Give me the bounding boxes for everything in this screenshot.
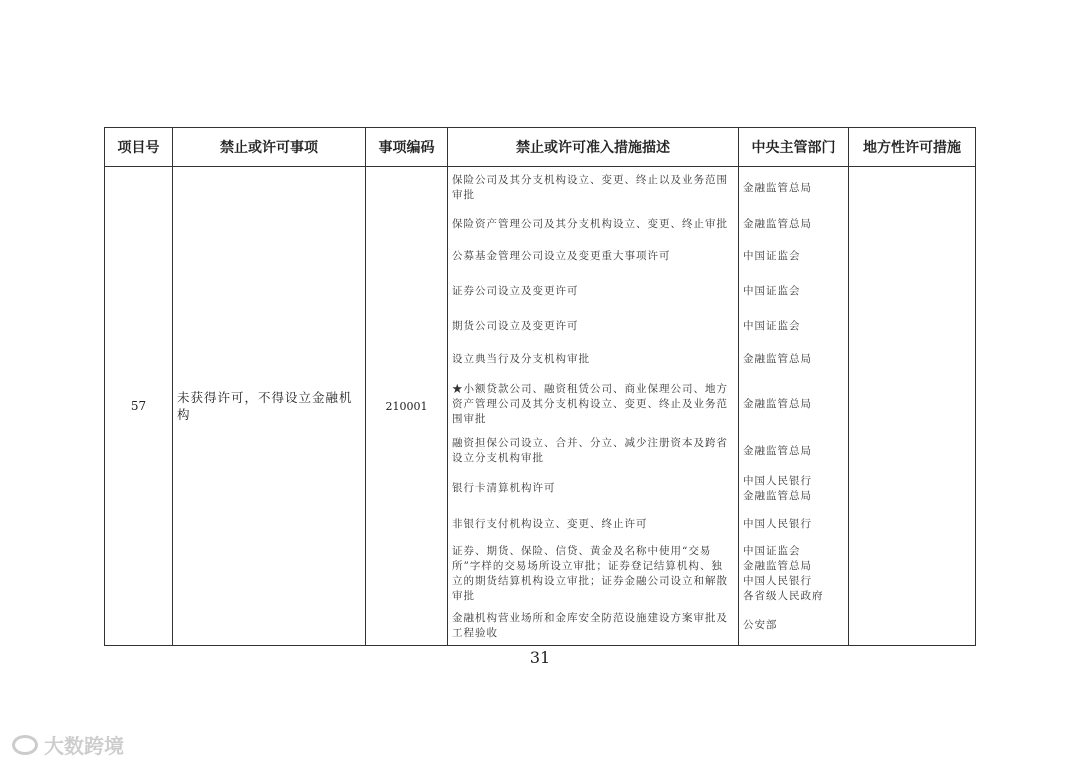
central-department: 金融监管总局 xyxy=(743,217,812,230)
measure-description: 公募基金管理公司设立及变更重大事项许可 xyxy=(452,250,671,262)
local-measures-cell xyxy=(849,167,976,646)
permit-table xyxy=(104,127,976,646)
measure-description: 期货公司设立及变更许可 xyxy=(452,319,579,332)
item-code: 210001 xyxy=(366,167,448,646)
central-department: 金融监管总局 xyxy=(743,181,812,194)
header-cell: 项目号 xyxy=(105,128,173,167)
central-department: 金融监管总局 xyxy=(743,398,812,410)
central-department: 金融监管总局 xyxy=(743,444,812,457)
header-cell: 禁止或许可准入措施描述 xyxy=(448,128,739,167)
watermark xyxy=(12,730,124,759)
central-department: 中国人民银行 金融监管总局 xyxy=(743,474,812,502)
measure-description: 保险公司及其分支机构设立、变更、终止以及业务范围审批 xyxy=(452,174,728,201)
measure-description: 银行卡清算机构许可 xyxy=(452,482,556,494)
matter-cell xyxy=(173,167,366,646)
item-number: 57 xyxy=(105,167,173,646)
header-cell: 事项编码 xyxy=(366,128,448,167)
measure-description: 设立典当行及分支机构审批 xyxy=(452,353,590,365)
measure-description: 非银行支付机构设立、变更、终止许可 xyxy=(452,518,648,530)
measure-description: 证券、期货、保险、信贷、黄金及名称中使用“交易所”字样的交易场所设立审批；证券登记结算机构、独立的期货结算机构设立审批；证券金融公司设立和解散审批 xyxy=(452,544,728,602)
table-row xyxy=(105,167,976,646)
header-cell: 禁止或许可事项 xyxy=(173,128,366,167)
table-header xyxy=(105,128,976,167)
central-department: 中国证监会 xyxy=(743,285,801,297)
header-cell: 中央主管部门 xyxy=(739,128,849,167)
page-number: 31 xyxy=(529,648,551,667)
central-department: 金融监管总局 xyxy=(743,353,812,365)
matter-text: 未获得许可，不得设立金融机构 xyxy=(177,390,353,422)
watermark-text: 大数跨境 xyxy=(44,734,124,758)
header-cell: 地方性许可措施 xyxy=(849,128,976,167)
central-department: 中国证监会 金融监管总局 中国人民银行 各省级人民政府 xyxy=(743,544,824,602)
measure-description: 融资担保公司设立、合并、分立、减少注册资本及跨省设立分支机构审批 xyxy=(452,437,728,464)
central-department: 中国证监会 xyxy=(743,250,801,262)
watermark-logo-icon xyxy=(12,735,38,755)
measure-description: ★小额贷款公司、融资租赁公司、商业保理公司、地方资产管理公司及其分支机构设立、变更、终止及业务范围审批 xyxy=(452,383,728,425)
central-department: 中国证监会 xyxy=(743,319,801,332)
measures-column xyxy=(448,167,739,646)
central-department: 公安部 xyxy=(743,619,778,631)
measure-description: 金融机构营业场所和金库安全防范设施建设方案审批及工程验收 xyxy=(452,611,728,639)
central-department: 中国人民银行 xyxy=(743,518,812,530)
measure-description: 证券公司设立及变更许可 xyxy=(452,285,579,297)
departments-column xyxy=(739,167,849,646)
measure-description: 保险资产管理公司及其分支机构设立、变更、终止审批 xyxy=(452,217,728,230)
